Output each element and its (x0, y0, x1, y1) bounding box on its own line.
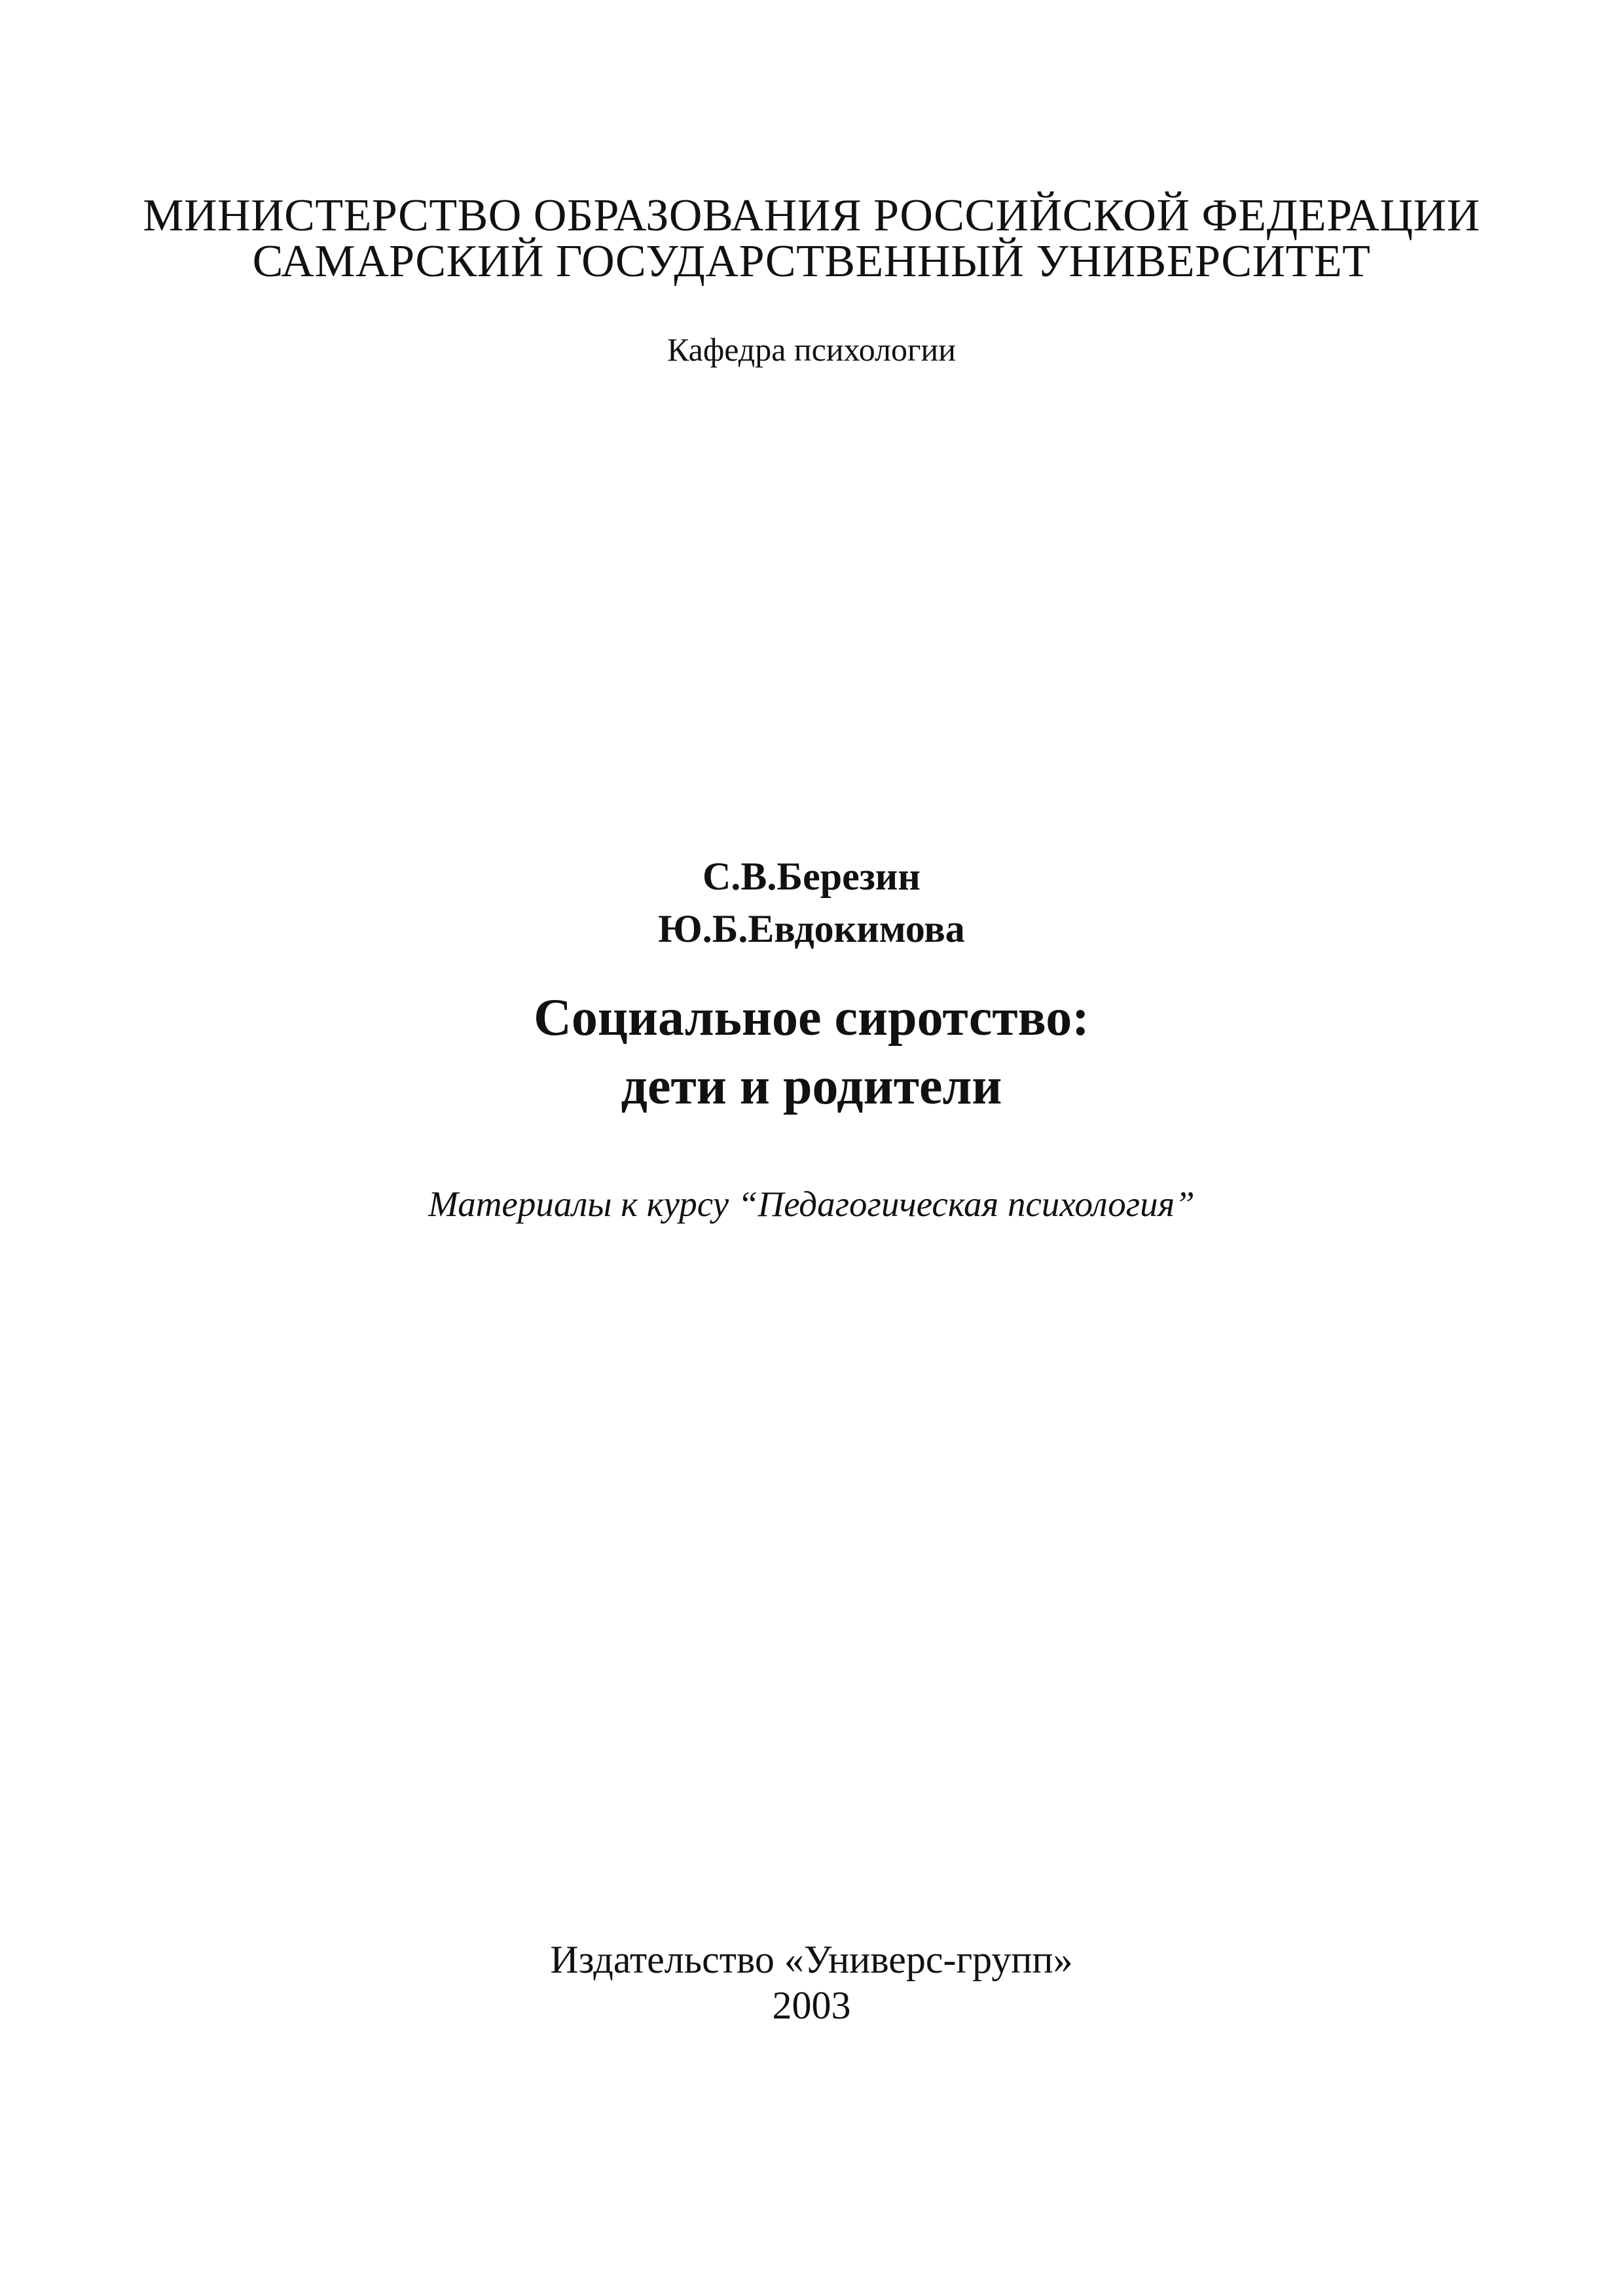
ministry-name: МИНИСТЕРСТВО ОБРАЗОВАНИЯ РОССИЙСКОЙ ФЕДЕРАЦИИ (143, 190, 1480, 241)
publication-year: 2003 (772, 1984, 851, 2027)
book-title-line-2: дети и родители (621, 1058, 1002, 1115)
university-name: САМАРСКИЙ ГОСУДАРСТВЕННЫЙ УНИВЕРСИТЕТ (252, 236, 1371, 287)
book-title-line-1: Социальное сиротство: (534, 989, 1089, 1047)
department-name: Кафедра психологии (666, 331, 957, 368)
publisher-name: Издательство «Универс-групп» (550, 1938, 1073, 1981)
course-subtitle: Материалы к курсу “Педагогическая психология” (428, 1184, 1195, 1224)
author-1: С.В.Березин (702, 855, 921, 898)
author-2: Ю.Б.Евдокимова (658, 907, 965, 950)
